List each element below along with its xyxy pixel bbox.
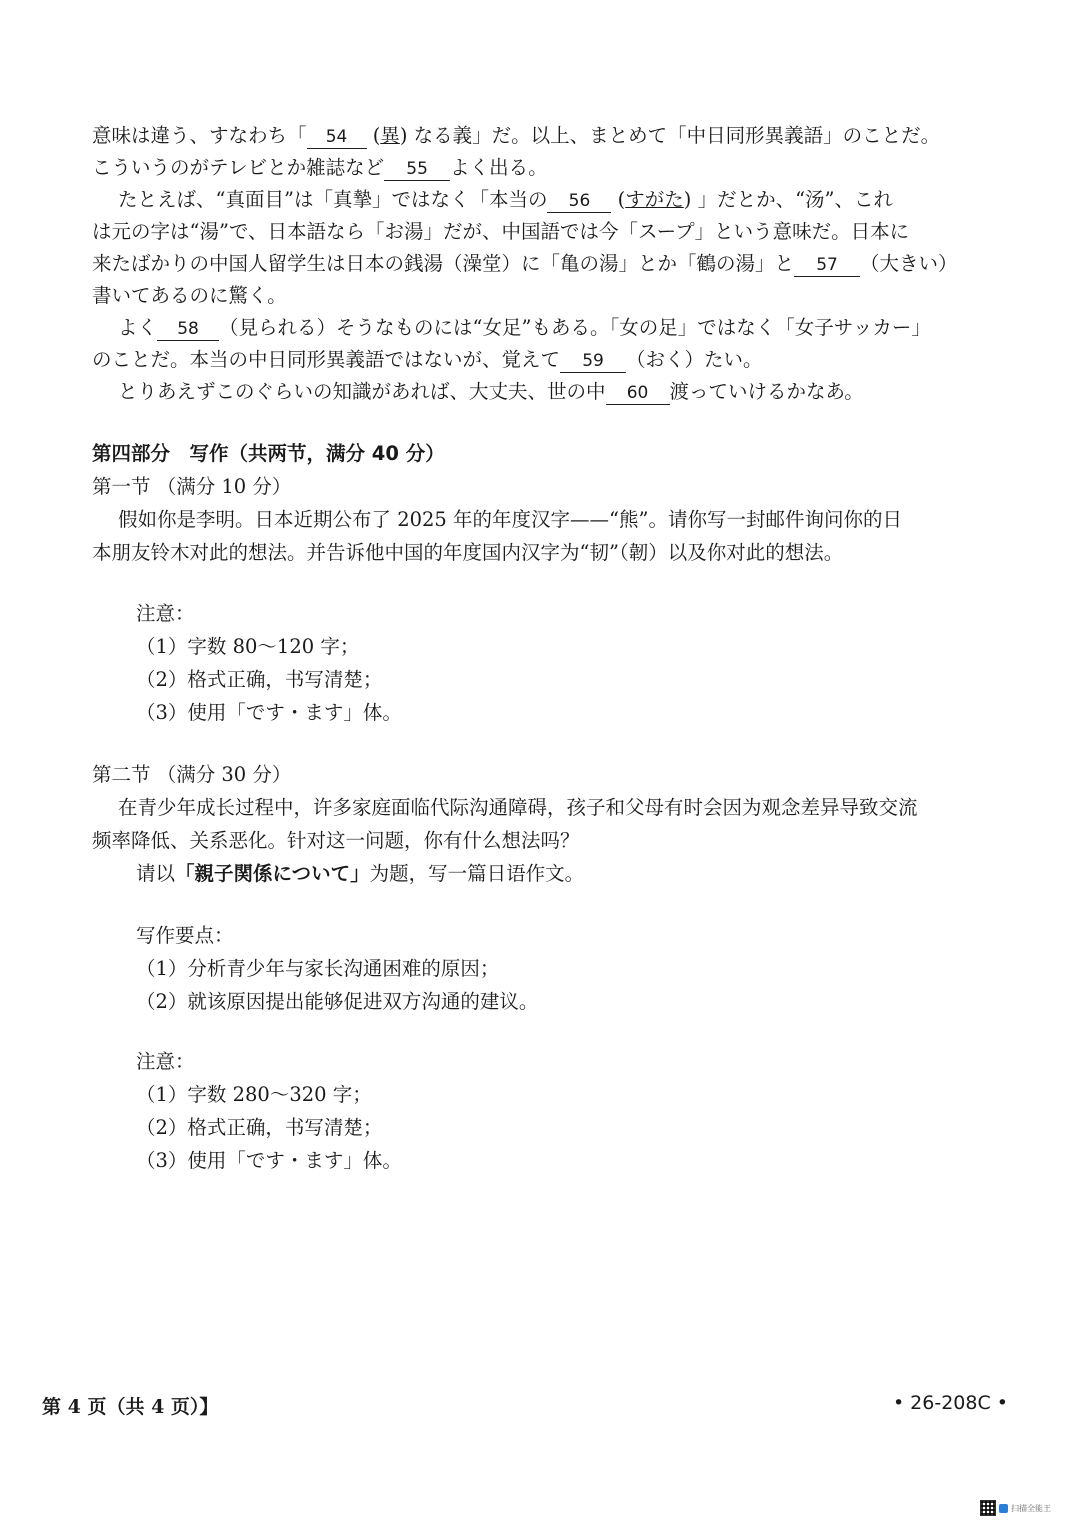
scanner-logo-icon xyxy=(999,1504,1008,1513)
section1-prompt: 本朋友铃木对此的想法。并告诉他中国的年度国内汉字为“韧”（韌）以及你对此的想法。 xyxy=(92,541,844,564)
passage-line: とりあえずこのぐらいの知識があれば、大丈夫、世の中 60 渡っていけるかなあ。 xyxy=(118,380,864,403)
section2-points-title: 写作要点： xyxy=(136,924,234,947)
qr-code-icon xyxy=(980,1500,996,1516)
section1-note: （1）字数 80～120 字； xyxy=(136,635,360,658)
section2-prompt: 频率降低、关系恶化。针对这一问题，你有什么想法吗？ xyxy=(92,829,580,852)
section2-note: （3）使用「です・ます」体。 xyxy=(136,1149,402,1172)
section2-heading: 第二节 （满分 30 分） xyxy=(92,763,292,786)
passage-line: たとえば、“真面目”は「真摯」ではなく「本当の 56 (すがた) 」だとか、“汤”、これ xyxy=(118,188,894,211)
passage-line: 書いてあるのに驚く。 xyxy=(92,284,287,307)
scanner-watermark: 扫描全能王 xyxy=(980,1500,1051,1516)
blank-59: 59 xyxy=(560,350,626,373)
section2-note-title: 注意： xyxy=(136,1050,195,1073)
passage-line: は元の字は“湯”で、日本語なら「お湯」だが、中国語では今「スープ」という意味だ。日本に xyxy=(92,220,910,243)
blank-58: 58 xyxy=(157,318,219,341)
passage-line: のことだ。本当の中日同形異義語ではないが、覚えて 59 （おく）たい。 xyxy=(92,348,763,371)
part4-title: 第四部分 写作（共两节，满分 40 分） xyxy=(92,442,445,465)
passage-line: よく 58 （見られる）そうなものには“女足”もある。「女の足」ではなく「女子サッカー」 xyxy=(118,316,931,339)
section1-heading: 第一节 （满分 10 分） xyxy=(92,475,292,498)
page-number: 第 4 页（共 4 页）】 xyxy=(42,1396,219,1418)
section2-title-instruction: 请以「親子関係について」为题，写一篇日语作文。 xyxy=(136,862,585,885)
blank-57: 57 xyxy=(794,254,860,277)
section2-prompt: 在青少年成长过程中，许多家庭面临代际沟通障碍，孩子和父母有时会因为观念差异导致交流 xyxy=(118,796,918,819)
blank-55: 55 xyxy=(384,158,450,181)
section1-note: （3）使用「です・ます」体。 xyxy=(136,701,402,724)
section1-prompt: 假如你是李明。日本近期公布了 2025 年的年度汉字——“熊”。请你写一封邮件询问你的日 xyxy=(118,508,902,531)
section1-note-title: 注意： xyxy=(136,602,195,625)
section2-note: （1）字数 280～320 字； xyxy=(136,1083,372,1106)
blank-54: 54 xyxy=(307,126,367,149)
section2-point: （1）分析青少年与家长沟通困难的原因； xyxy=(136,957,500,980)
exam-code: • 26-208C • xyxy=(892,1392,1008,1414)
passage-line: こういうのがテレビとか雑誌など 55 よく出る。 xyxy=(92,156,548,179)
essay-title: 「親子関係について」 xyxy=(175,862,370,885)
passage-line: 来たばかりの中国人留学生は日本の銭湯（澡堂）に「亀の湯」とか「鶴の湯」と 57 （大きい） xyxy=(92,252,958,275)
section2-point: （2）就该原因提出能够促进双方沟通的建议。 xyxy=(136,990,539,1013)
blank-56: 56 xyxy=(547,190,611,213)
section1-note: （2）格式正确，书写清楚； xyxy=(136,668,383,691)
section2-note: （2）格式正确，书写清楚； xyxy=(136,1116,383,1139)
blank-60: 60 xyxy=(606,382,670,405)
passage-line: 意味は違う、すなわち「 54 (異) なる義」だ。以上、まとめて「中日同形異義語」のことだ。 xyxy=(92,124,941,147)
